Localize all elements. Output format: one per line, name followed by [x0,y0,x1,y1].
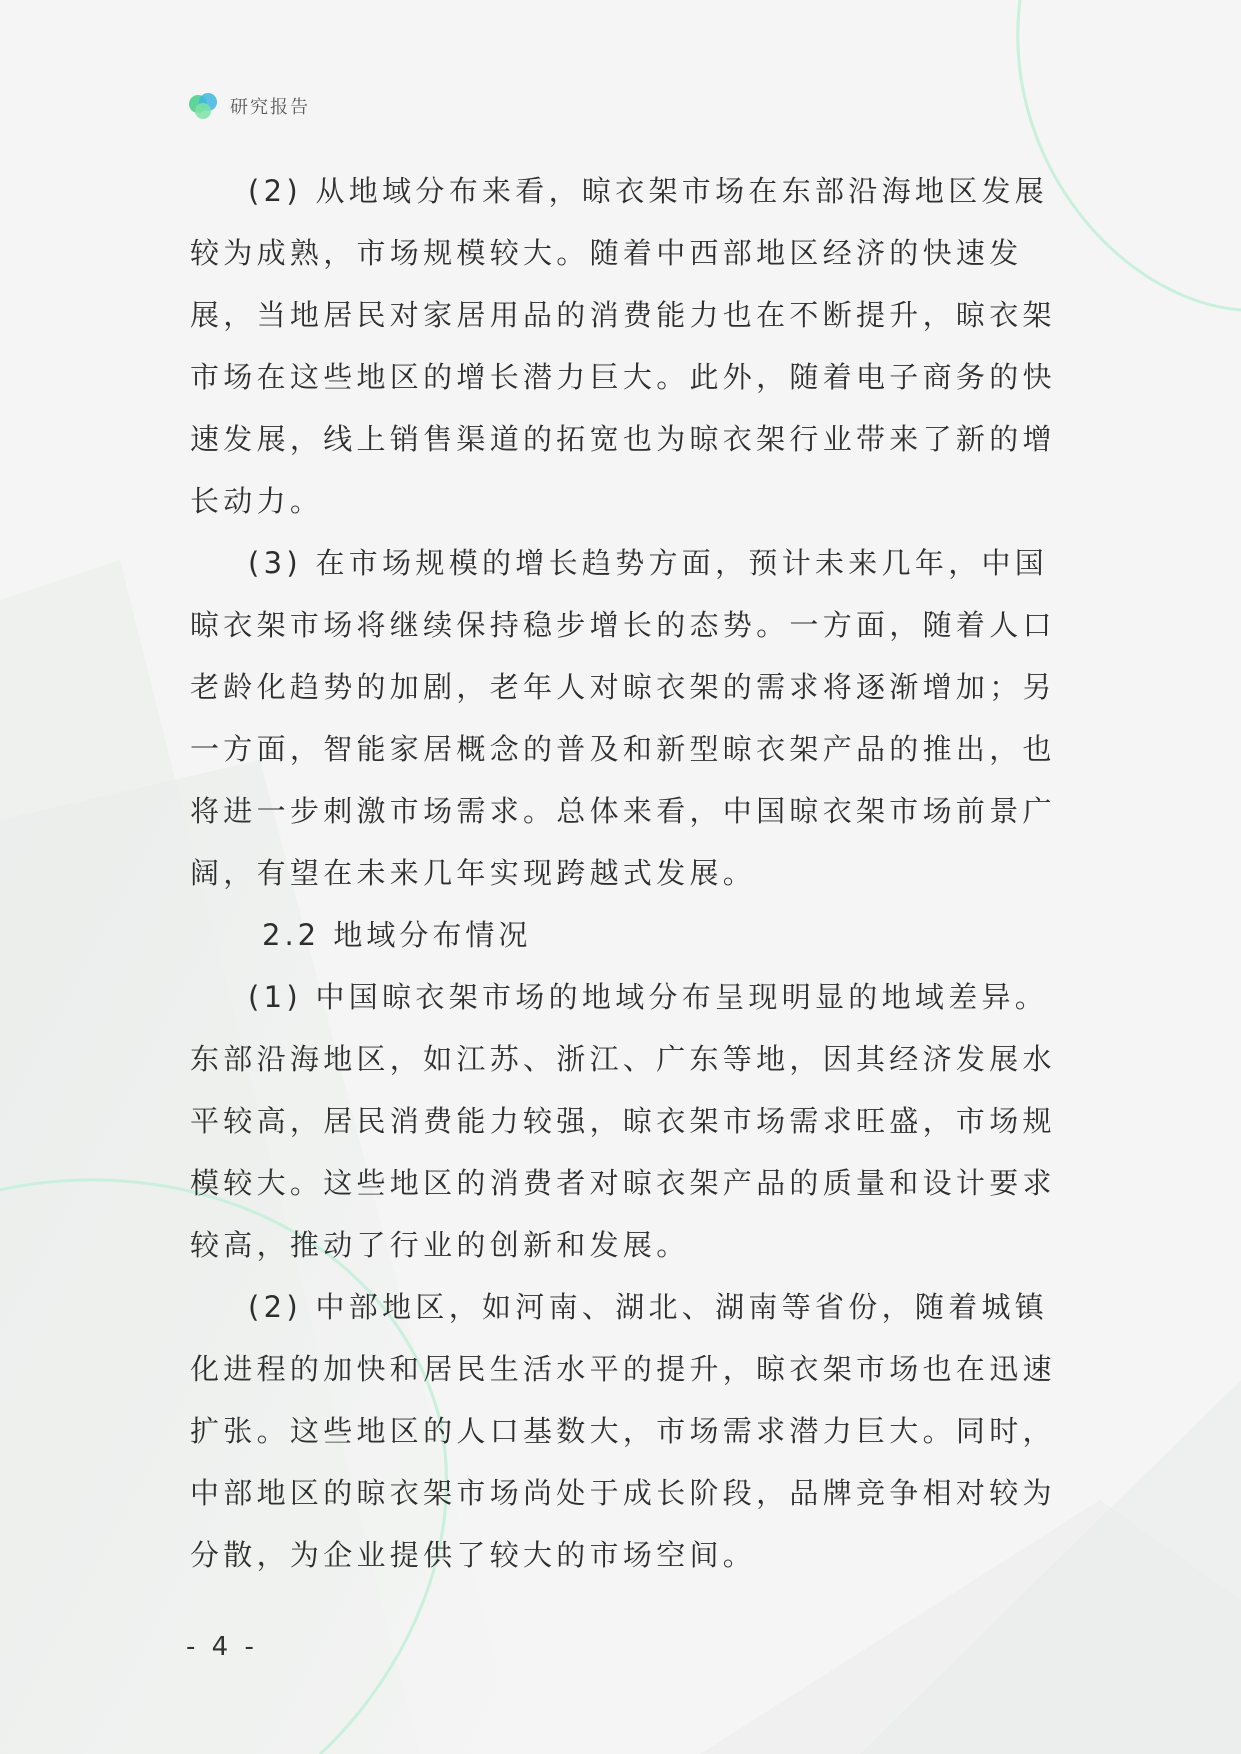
document-body [190,160,1060,1586]
page-number: - 4 - [186,1632,258,1662]
report-header [186,86,310,126]
paragraph: (2) 从地域分布来看，晾衣架市场在东部沿海地区发展较为成熟，市场规模较大。随着中西部地区经济的快速发展，当地居民对家居用品的消费能力也在不断提升，晾衣架市场在这些地区的增长潜力巨大。此外，随着电子商务的快速发展，线上销售渠道的拓宽也为晾衣架行业带来了新的增长动力。 [190,174,1056,518]
paragraph: (3) 在市场规模的增长趋势方面，预计未来几年，中国晾衣架市场将继续保持稳步增长的态势。一方面，随着人口老龄化趋势的加剧，老年人对晾衣架的需求将逐渐增加；另一方面，智能家居概念的普及和新型晾衣架产品的推出，也将进一步刺激市场需求。总体来看，中国晾衣架市场前景广阔，有望在未来几年实现跨越式发展。 [190,546,1056,890]
paragraph: (2) 中部地区，如河南、湖北、湖南等省份，随着城镇化进程的加快和居民生活水平的提升，晾衣架市场也在迅速扩张。这些地区的人口基数大，市场需求潜力巨大。同时，中部地区的晾衣架市场尚处于成长阶段，品牌竞争相对较为分散，为企业提供了较大的市场空间。 [190,1290,1056,1572]
header-title: 研究报告 [230,97,310,118]
brand-logo-icon [186,88,222,124]
section-heading: 2.2 地域分布情况 [262,918,532,952]
paragraph: (1) 中国晾衣架市场的地域分布呈现明显的地域差异。东部沿海地区，如江苏、浙江、广东等地，因其经济发展水平较高，居民消费能力较强，晾衣架市场需求旺盛，市场规模较大。这些地区的消费者对晾衣架产品的质量和设计要求较高，推动了行业的创新和发展。 [190,980,1056,1262]
